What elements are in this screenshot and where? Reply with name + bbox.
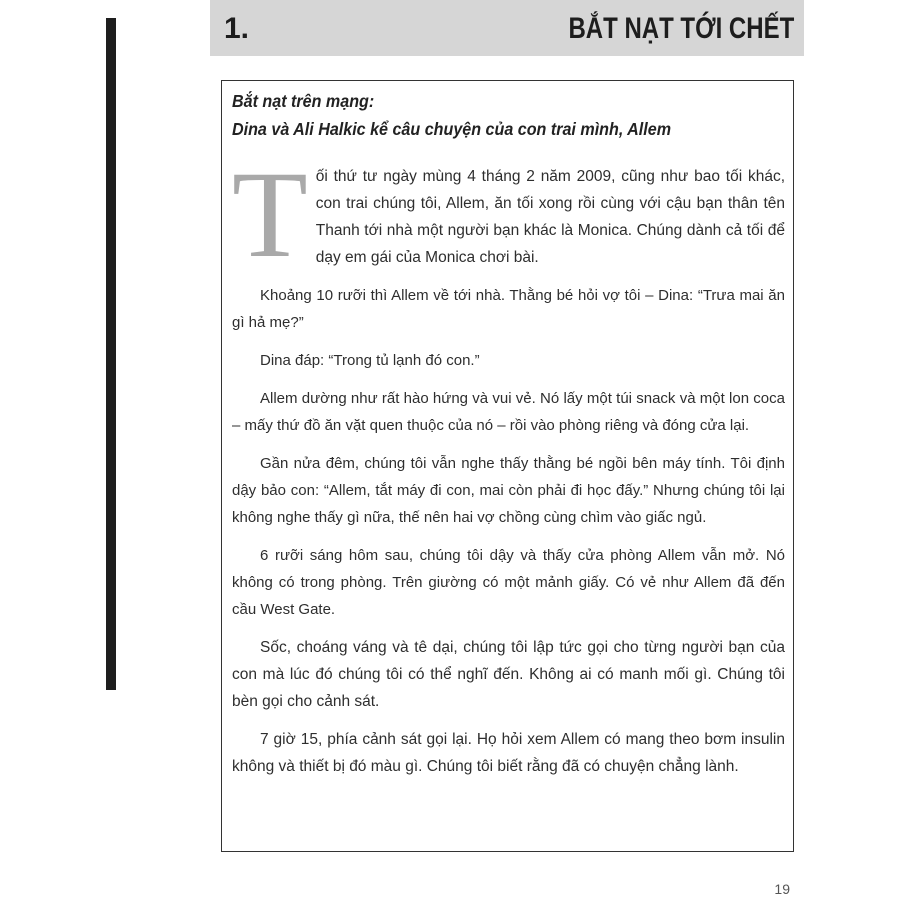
page-number: 19 [774, 881, 790, 897]
paragraph-1 [232, 146, 785, 283]
paragraph-5: Gần nửa đêm, chúng tôi vẫn nghe thấy thằng bé ngồi bên máy tính. Tôi định dậy bảo con: “Allem, tắt máy đi con, mai còn phải đi học đấy.” Nhưng chúng tôi lại không nghe thấy gì nữa, thế nên hai vợ chồng cùng chìm vào giấc ngủ. [232, 455, 785, 526]
paragraph-7: Sốc, choáng váng và tê dại, chúng tôi lập tức gọi cho từng người bạn của con mà lúc đó chúng tôi có thể nghĩ đến. Không ai có manh mối gì. Chúng tôi bèn gọi cho cảnh sát. [232, 639, 785, 710]
chapter-header [210, 0, 804, 56]
paragraph-4: Allem dường như rất hào hứng và vui vẻ. Nó lấy một túi snack và một lon coca – mấy thứ đồ ăn vặt quen thuộc của nó – rồi vào phòng riêng và đóng cửa lại. [232, 390, 785, 434]
paragraph-2: Khoảng 10 rưỡi thì Allem về tới nhà. Thằng bé hỏi vợ tôi – Dina: “Trưa mai ăn gì hả mẹ?” [232, 287, 785, 331]
paragraph-1-text: ối thứ tư ngày mùng 4 tháng 2 năm 2009, cũng như bao tối khác, con trai chúng tôi, Allem, ăn tối xong rồi cùng với cậu bạn thân tên Thanh tới nhà một người bạn khác là Monica. Chúng dành cả tối để dạy em gái của Monica chơi bài. [315, 168, 785, 266]
story-body [232, 146, 785, 780]
decorative-side-bar [106, 18, 116, 690]
paragraph-3: Dina đáp: “Trong tủ lạnh đó con.” [260, 352, 480, 369]
story-heading-line-1: Bắt nạt trên mạng: [232, 91, 375, 111]
drop-cap: T [232, 146, 308, 283]
paragraph-8: 7 giờ 15, phía cảnh sát gọi lại. Họ hỏi xem Allem có mang theo bơm insulin không và thiết bị đó màu gì. Chúng tôi biết rằng đã có chuyện chẳng lành. [232, 731, 785, 775]
story-box [221, 80, 794, 852]
chapter-number: 1. [224, 12, 250, 45]
story-heading [232, 87, 738, 143]
chapter-title: BẮT NẠT TỚI CHẾT [568, 12, 794, 45]
paragraph-6: 6 rưỡi sáng hôm sau, chúng tôi dậy và thấy cửa phòng Allem vẫn mở. Nó không có trong phòng. Trên giường có một mảnh giấy. Có vẻ như Allem đã đến cầu West Gate. [232, 547, 785, 618]
story-heading-line-2: Dina và Ali Halkic kể câu chuyện của con trai mình, Allem [232, 119, 672, 139]
